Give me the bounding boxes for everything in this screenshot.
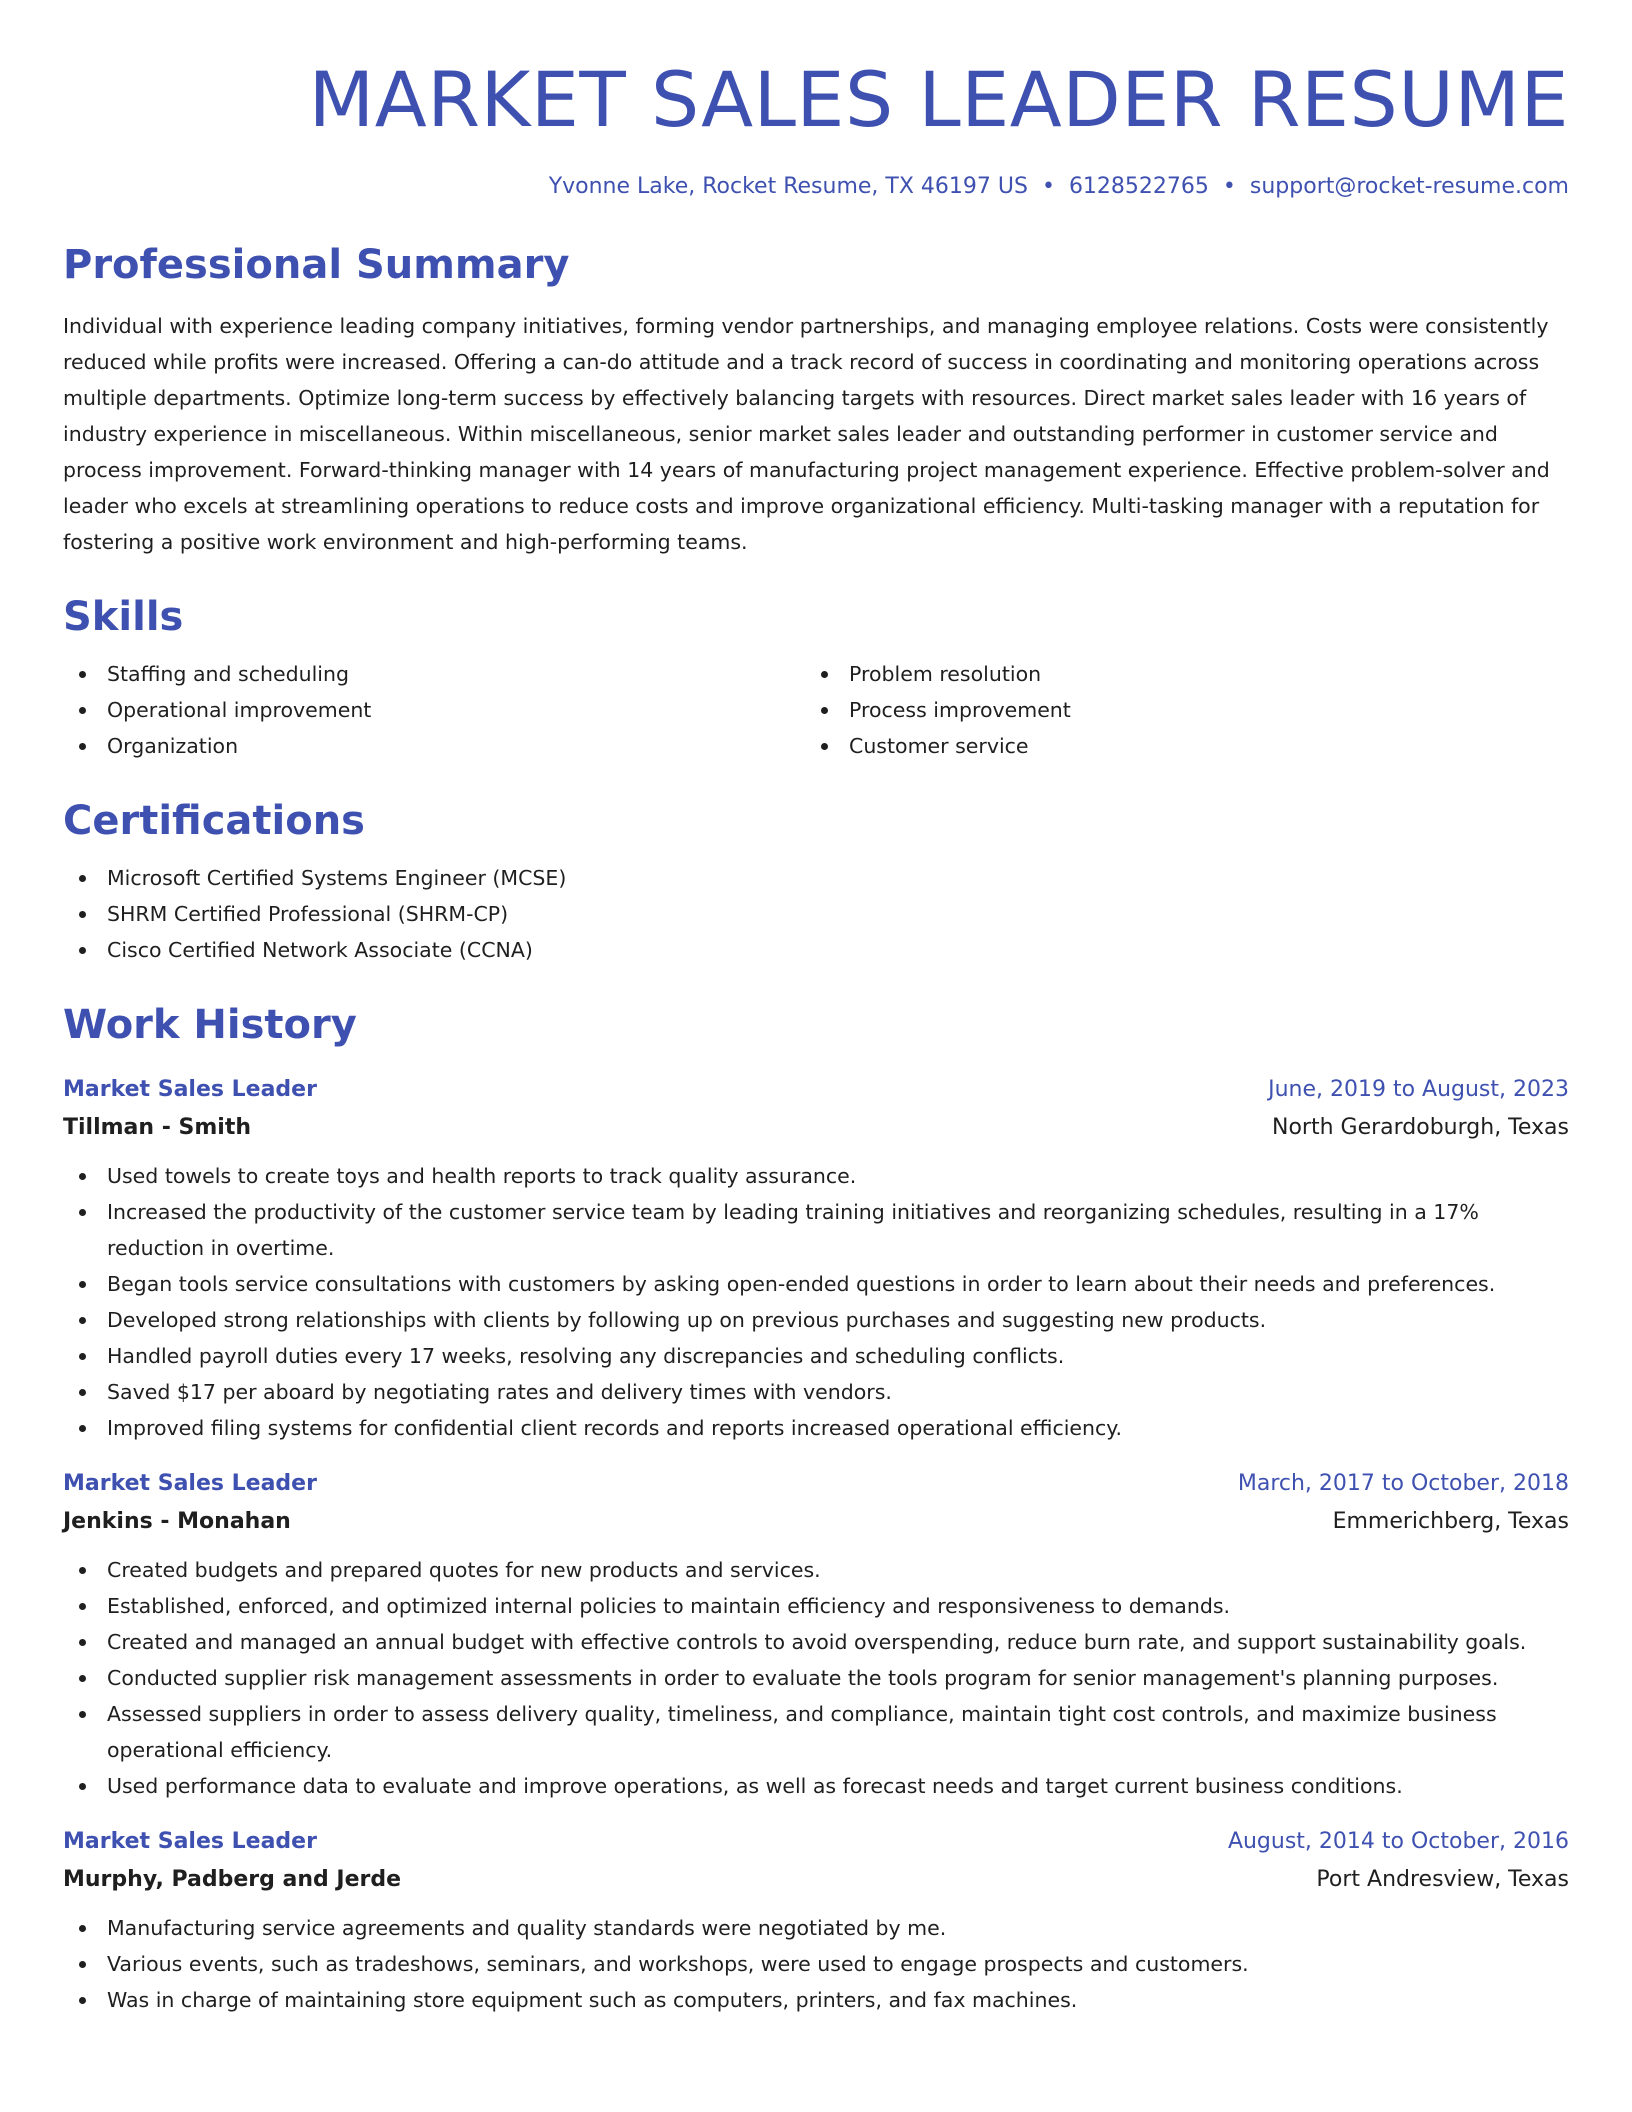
job-title-row bbox=[63, 1072, 1569, 1108]
job-company: Tillman - Smith bbox=[63, 1115, 251, 1140]
skills-heading: Skills bbox=[63, 594, 184, 640]
job-company: Jenkins - Monahan bbox=[63, 1509, 291, 1534]
skill-item: Staffing and scheduling bbox=[63, 656, 805, 692]
skills-grid bbox=[63, 644, 1569, 764]
job-title-row bbox=[63, 1824, 1569, 1860]
job-dates: August, 2014 to October, 2016 bbox=[1227, 1829, 1569, 1854]
certification-item: Microsoft Certified Systems Engineer (MCSE) bbox=[63, 860, 1569, 896]
contact-address: Yvonne Lake, Rocket Resume, TX 46197 US bbox=[548, 174, 1028, 199]
job-bullet: Established, enforced, and optimized internal policies to maintain efficiency and responsiveness to demands. bbox=[63, 1588, 1569, 1624]
job-bullet: Created and managed an annual budget with effective controls to avoid overspending, reduce burn rate, and support sustainability goals. bbox=[63, 1624, 1569, 1660]
job-entry bbox=[63, 1072, 1569, 1446]
job-bullet: Used towels to create toys and health reports to track quality assurance. bbox=[63, 1158, 1569, 1194]
contact-line bbox=[63, 172, 1569, 202]
skill-item: Customer service bbox=[805, 728, 1569, 764]
job-entry bbox=[63, 1824, 1569, 2018]
job-bullet: Handled payroll duties every 17 weeks, resolving any discrepancies and scheduling conflicts. bbox=[63, 1338, 1569, 1374]
skill-item: Problem resolution bbox=[805, 656, 1569, 692]
job-bullets bbox=[63, 1910, 1569, 2018]
contact-separator: • bbox=[1041, 174, 1055, 199]
job-title: Market Sales Leader bbox=[63, 1471, 317, 1496]
contact-email[interactable]: support@rocket-resume.com bbox=[1249, 174, 1569, 199]
job-location: North Gerardoburgh, Texas bbox=[1272, 1115, 1569, 1140]
job-company-row bbox=[63, 1502, 1569, 1542]
job-bullet: Was in charge of maintaining store equipment such as computers, printers, and fax machines. bbox=[63, 1982, 1569, 2018]
job-bullet: Used performance data to evaluate and improve operations, as well as forecast needs and target current business conditions. bbox=[63, 1768, 1569, 1804]
skill-item: Operational improvement bbox=[63, 692, 805, 728]
job-bullet: Improved filing systems for confidential client records and reports increased operational efficiency. bbox=[63, 1410, 1569, 1446]
job-bullet: Various events, such as tradeshows, seminars, and workshops, were used to engage prospects and customers. bbox=[63, 1946, 1569, 1982]
job-bullet: Began tools service consultations with customers by asking open-ended questions in order to learn about their needs and preferences. bbox=[63, 1266, 1569, 1302]
job-bullet: Developed strong relationships with clients by following up on previous purchases and suggesting new products. bbox=[63, 1302, 1569, 1338]
job-dates: March, 2017 to October, 2018 bbox=[1237, 1471, 1569, 1496]
job-dates: June, 2019 to August, 2023 bbox=[1268, 1077, 1569, 1102]
job-title-row bbox=[63, 1466, 1569, 1502]
resume-title: MARKET SALES LEADER RESUME bbox=[308, 55, 1569, 144]
certifications-heading: Certifications bbox=[63, 798, 365, 844]
job-bullets bbox=[63, 1552, 1569, 1804]
job-bullet: Manufacturing service agreements and quality standards were negotiated by me. bbox=[63, 1910, 1569, 1946]
skills-list-right bbox=[805, 656, 1569, 764]
job-bullet: Increased the productivity of the customer service team by leading training initiatives and reorganizing schedules, resulting in a 17% reduction in overtime. bbox=[63, 1194, 1569, 1266]
summary-heading: Professional Summary bbox=[63, 242, 570, 288]
job-location: Emmerichberg, Texas bbox=[1332, 1509, 1569, 1534]
certification-item: SHRM Certified Professional (SHRM-CP) bbox=[63, 896, 1569, 932]
job-bullet: Created budgets and prepared quotes for new products and services. bbox=[63, 1552, 1569, 1588]
contact-separator: • bbox=[1222, 174, 1236, 199]
job-company: Murphy, Padberg and Jerde bbox=[63, 1867, 402, 1892]
job-entry bbox=[63, 1466, 1569, 1804]
job-company-row bbox=[63, 1860, 1569, 1900]
job-company-row bbox=[63, 1108, 1569, 1148]
job-bullets bbox=[63, 1158, 1569, 1446]
skills-list-left bbox=[63, 656, 805, 764]
work-history-heading: Work History bbox=[63, 1002, 357, 1048]
skill-item: Process improvement bbox=[805, 692, 1569, 728]
job-bullet: Assessed suppliers in order to assess delivery quality, timeliness, and compliance, maintain tight cost controls, and maximize business operational efficiency. bbox=[63, 1696, 1569, 1768]
job-title: Market Sales Leader bbox=[63, 1077, 317, 1102]
certifications-list bbox=[63, 860, 1569, 968]
job-bullet: Conducted supplier risk management assessments in order to evaluate the tools program for senior management's planning purposes. bbox=[63, 1660, 1569, 1696]
skill-item: Organization bbox=[63, 728, 805, 764]
job-location: Port Andresview, Texas bbox=[1316, 1867, 1569, 1892]
contact-phone: 6128522765 bbox=[1068, 174, 1209, 199]
job-bullet: Saved $17 per aboard by negotiating rates and delivery times with vendors. bbox=[63, 1374, 1569, 1410]
job-title: Market Sales Leader bbox=[63, 1829, 317, 1854]
certification-item: Cisco Certified Network Associate (CCNA) bbox=[63, 932, 1569, 968]
summary-text: Individual with experience leading company initiatives, forming vendor partnerships, and managing employee relations. Costs were consistently reduced while profits were increased. Offering a can-do attitude and a track record of success in coordinating and monitoring operations across multiple departments. Optimize long-term success by effectively balancing targets with resources. Direct market sales leader with 16 years of industry experience in miscellaneous. Within miscellaneous, senior market sales leader and outstanding performer in customer service and process improvement. Forward-thinking manager with 14 years of manufacturing project management experience. Effective problem-solver and leader who excels at streamlining operations to reduce costs and improve organizational efficiency. Multi-tasking manager with a reputation for fostering a positive work environment and high-performing teams. bbox=[63, 314, 1550, 554]
